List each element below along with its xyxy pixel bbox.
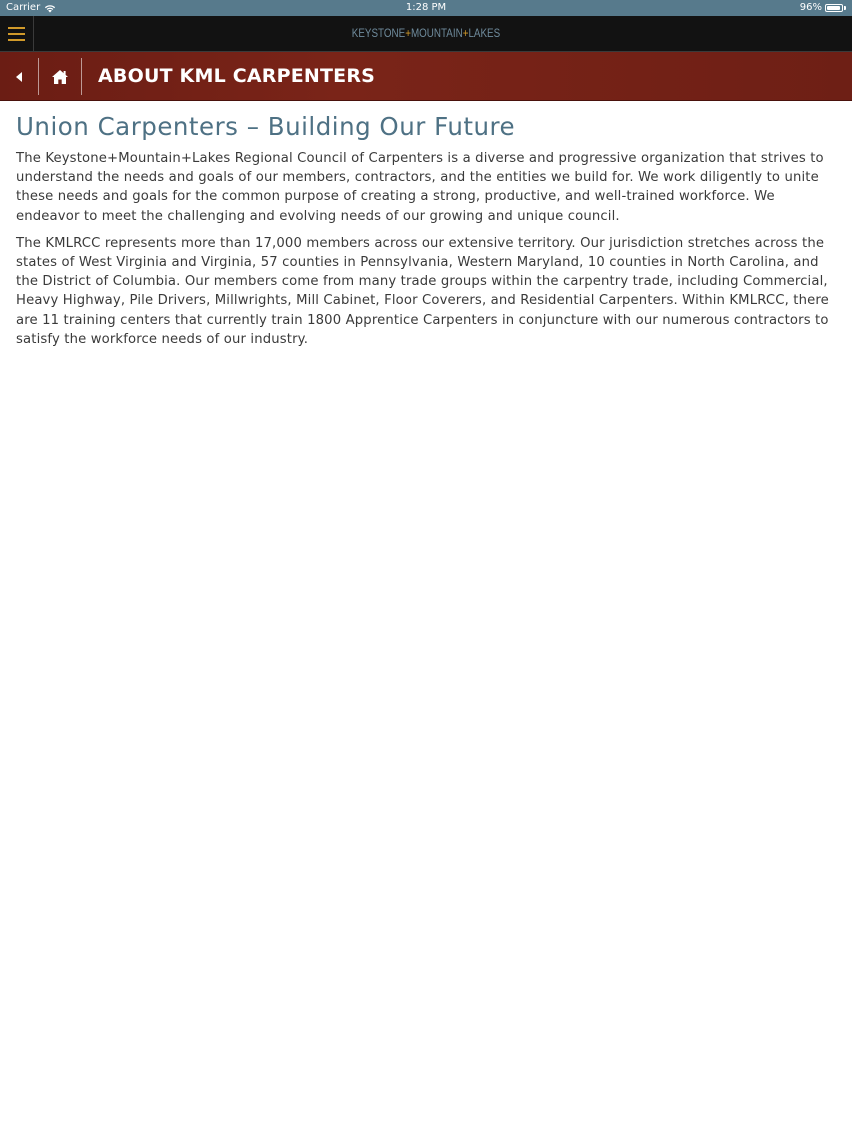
home-button[interactable] [39, 52, 81, 101]
back-button[interactable] [0, 52, 38, 101]
brand-plus: + [462, 26, 469, 40]
battery-icon [825, 4, 843, 12]
brand-part: LAKES [468, 26, 501, 40]
battery-tip [844, 6, 846, 10]
brand-logo [77, 16, 776, 51]
content-paragraph: The KMLRCC represents more than 17,000 members across our extensive territory. Our jurisdiction stretches across the states of West Virginia and Virginia, 57 counties in Pennsylvania, Western Maryland, 10 counties in North Carolina, and the District of Columbia. Our members come from many trade groups within the carpentry trade, including Commercial, Heavy Highway, Pile Drivers, Millwrights, Mill Cabinet, Floor Coverers, and Residential Carpenters. Within KMLRCC, there are 11 training centers that currently train 1800 Apprentice Carpenters in conjuncture with our numerous contractors to satisfy the workforce needs of our industry. [16, 235, 829, 347]
menu-bar [8, 27, 25, 29]
brand-part: KEYSTONE [351, 26, 406, 40]
home-icon [51, 69, 69, 85]
main-content [16, 112, 836, 357]
battery-percent: 96% [799, 2, 822, 13]
top-bar [0, 16, 852, 52]
menu-bar [8, 33, 25, 35]
brand-part: MOUNTAIN [410, 26, 463, 40]
wifi-icon [44, 4, 56, 13]
content-heading: Union Carpenters – Building Our Future [16, 112, 516, 141]
status-carrier [6, 0, 56, 16]
page-title: ABOUT KML CARPENTERS [98, 65, 376, 87]
status-bar [0, 0, 852, 16]
status-time: 1:28 PM [405, 2, 447, 13]
carrier-label: Carrier [6, 2, 41, 13]
back-arrow-icon [14, 71, 24, 83]
status-battery [800, 0, 846, 16]
hamburger-menu-icon[interactable] [0, 16, 34, 51]
battery-fill [827, 6, 840, 10]
brand-plus: + [405, 26, 411, 40]
nav-bar [0, 52, 852, 101]
content-paragraph: The Keystone+Mountain+Lakes Regional Council of Carpenters is a diverse and progressive organization that strives to understand the needs and goals of our members, contractors, and the entities we build for. We work diligently to unite these needs and goals for the common purpose of creating a strong, productive, and well-trained workforce. We endeavor to meet the challenging and evolving needs of our growing and unique council. [16, 151, 824, 224]
menu-bar [8, 39, 25, 41]
nav-divider [81, 58, 82, 95]
